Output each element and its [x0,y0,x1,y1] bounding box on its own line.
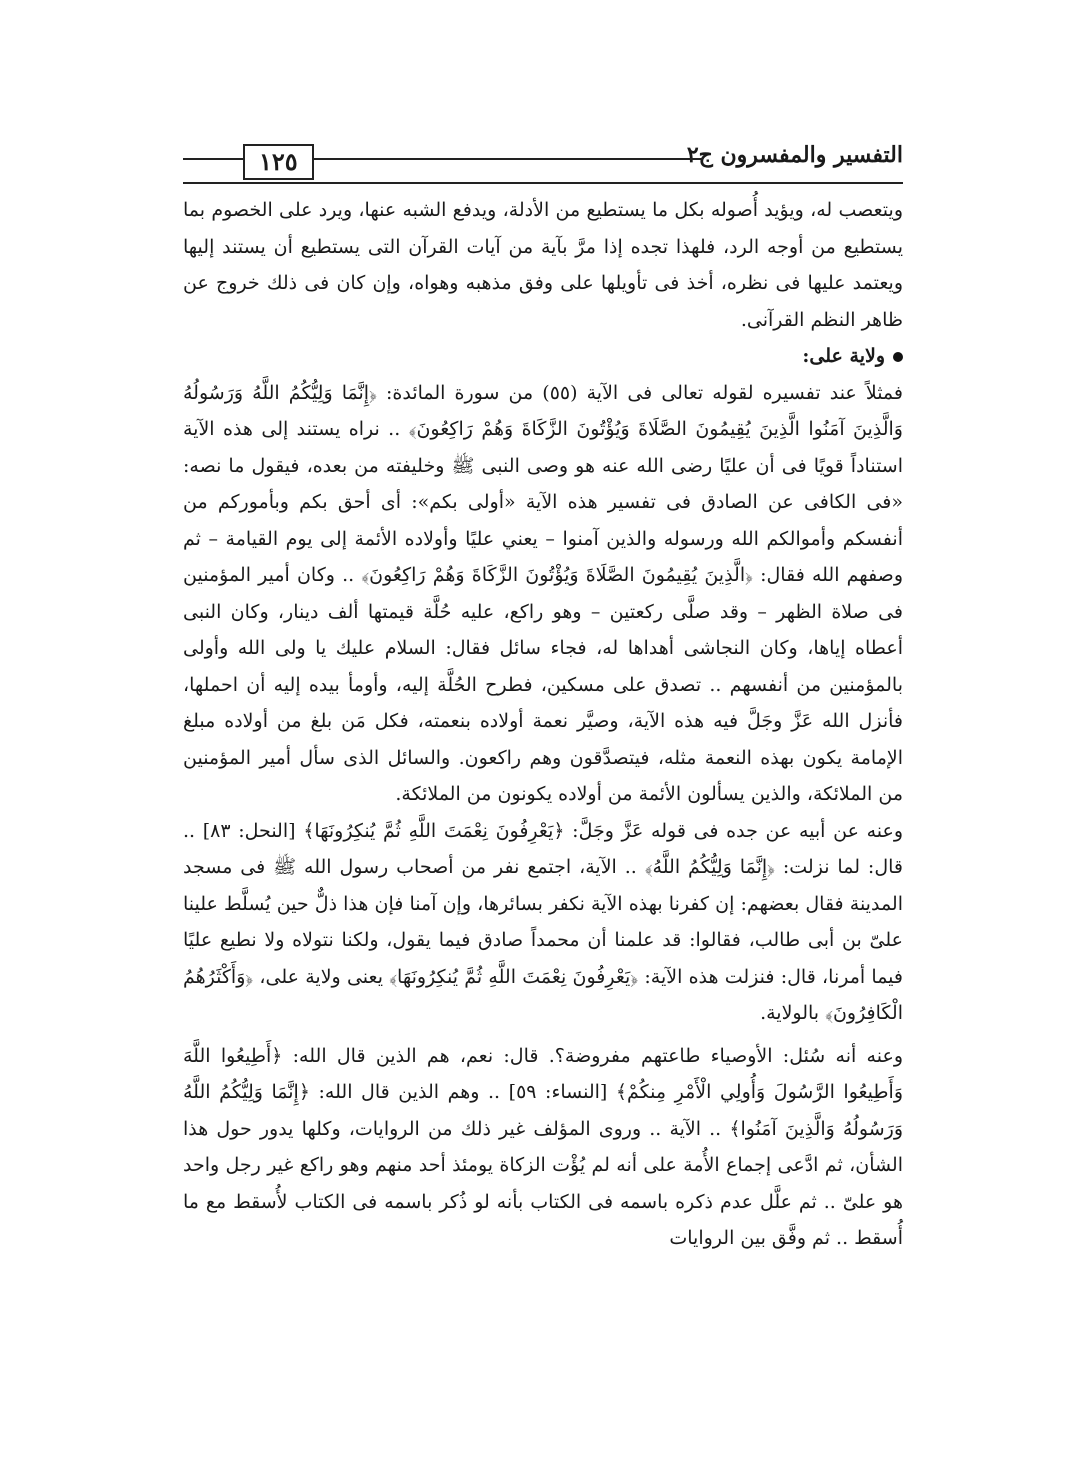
paragraph-3: وعنه أنه سُئل: الأوصياء طاعتهم مفروضة؟. قال: نعم، هم الذين قال الله: ﴿أَطِيعُوا اللَّهَ وَأَطِيعُوا الرَّسُولَ وَأُولِي الْأَمْرِ مِنكُمْ﴾ [النساء: ٥٩] .. وهم الذين قال الله: ﴿إِنَّمَا وَلِيُّكُمُ اللَّهُ وَرَسُولُهُ وَالَّذِينَ آمَنُوا﴾ .. الآية .. وروى المؤلف غير ذلك من الروايات، وكلها يدور حول هذا الشأن، ثم ادَّعى إجماع الأُمة على أنه لم يُؤْت الزكاة يومئذ أحد منهم وهو راكع غير رجل واحد هو علىّ .. ثم علَّل عدم ذكره باسمه فى الكتاب بأنه لو ذُكر باسمه فى الكتاب لأُسقط مع ما أُسقط .. ثم وفَّق بين الروايات [183,1044,903,1249]
running-title: التفسير والمفسرون ج٢ [679,142,903,168]
document-page [183,140,903,1257]
page-number: ١٢٥ [243,144,314,180]
paragraph-1: فمثلاً عند تفسيره لقوله تعالى فى الآية (٥٥) من سورة المائدة: ﴿إِنَّمَا وَلِيُّكُمُ اللَّهُ وَرَسُولُهُ وَالَّذِينَ آمَنُوا الَّذِينَ يُقِيمُونَ الصَّلَاةَ وَيُؤْتُونَ الزَّكَاةَ وَهُمْ رَاكِعُونَ﴾ .. نراه يستند إلى هذه الآية استناداً قويًا فى أن عليًا رضى الله عنه هو وصى النبى ﷺ وخليفته من بعده، فيقول ما نصه: «فى الكافى عن الصادق فى تفسير هذه الآية «أولى بكم»: أى أحق بكم وبأموركم من أنفسكم وأموالكم الله ورسوله والذين آمنوا – يعني عليًا وأولاده الأئمة إلى يوم القيامة – ثم وصفهم الله فقال: ﴿الَّذِينَ يُقِيمُونَ الصَّلَاةَ وَيُؤْتُونَ الزَّكَاةَ وَهُمْ رَاكِعُونَ﴾ .. وكان أمير المؤمنين فى صلاة الظهر – وقد صلَّى ركعتين – وهو راكع، عليه حُلَّة قيمتها ألف دينار، وكان النبى أعطاه إياها، وكان النجاشى أهداها له، فجاء سائل فقال: السلام عليك يا ولى الله وأولى بالمؤمنين من أنفسهم .. تصدق على مسكين، فطرح الحُلَّة إليه، وأومأ بيده إليه أن احملها، فأنزل الله عَزَّ وجَلَّ فيه هذه الآية، وصيَّر نعمة أولاده بنعمته، فكل مَن بلغ من أولاده مبلغ الإمامة يكون بهذه النعمة مثله، فيتصدَّقون وهم راكعون. والسائل الذى سأل أمير المؤمنين من الملائكة، والذين يسألون الأئمة من أولاده يكونون من الملائكة. [183,381,903,805]
bullet-icon [893,352,903,362]
paragraph-intro: ويتعصب له، ويؤيد أُصوله بكل ما يستطيع من الأدلة، ويدفع الشبه عنها، ويرد على الخصوم بما يستطيع من أوجه الرد، فلهذا تجده إذا مرَّ بآية من آيات القرآن التى يستطيع أن يستند إليها ويعتمد عليها فى نظره، أخذ فى تأويلها على وفق مذهبه وهواه، وإن كان فى ذلك خروج عن ظاهر النظم القرآنى. [183,199,903,331]
body-text [183,192,903,1257]
section-heading-text: ولاية على: [802,345,885,367]
section-heading [183,338,903,375]
paragraph-2: وعنه عن أبيه عن جده فى قوله عَزَّ وجَلَّ: ﴿يَعْرِفُونَ نِعْمَتَ اللَّهِ ثُمَّ يُنكِرُونَهَا﴾ [النحل: ٨٣] .. قال: لما نزلت: ﴿إِنَّمَا وَلِيُّكُمُ اللَّهُ﴾ .. الآية، اجتمع نفر من أصحاب رسول الله ﷺ فى مسجد المدينة فقال بعضهم: إن كفرنا بهذه الآية نكفر بسائرها، وإن آمنا فإن هذا ذلٌّ حين يُسلَّط علينا علىّ بن أبى طالب، فقالوا: قد علمنا أن محمداً صادق فيما يقول، ولكنا نتولاه ولا نطيع عليًا فيما أمرنا، قال: فنزلت هذه الآية: ﴿يَعْرِفُونَ نِعْمَتَ اللَّهِ ثُمَّ يُنكِرُونَهَا﴾ يعنى ولاية على، ﴿وَأَكْثَرُهُمُ الْكَافِرُونَ﴾ بالولاية. [183,819,904,1024]
page-header [183,140,903,184]
